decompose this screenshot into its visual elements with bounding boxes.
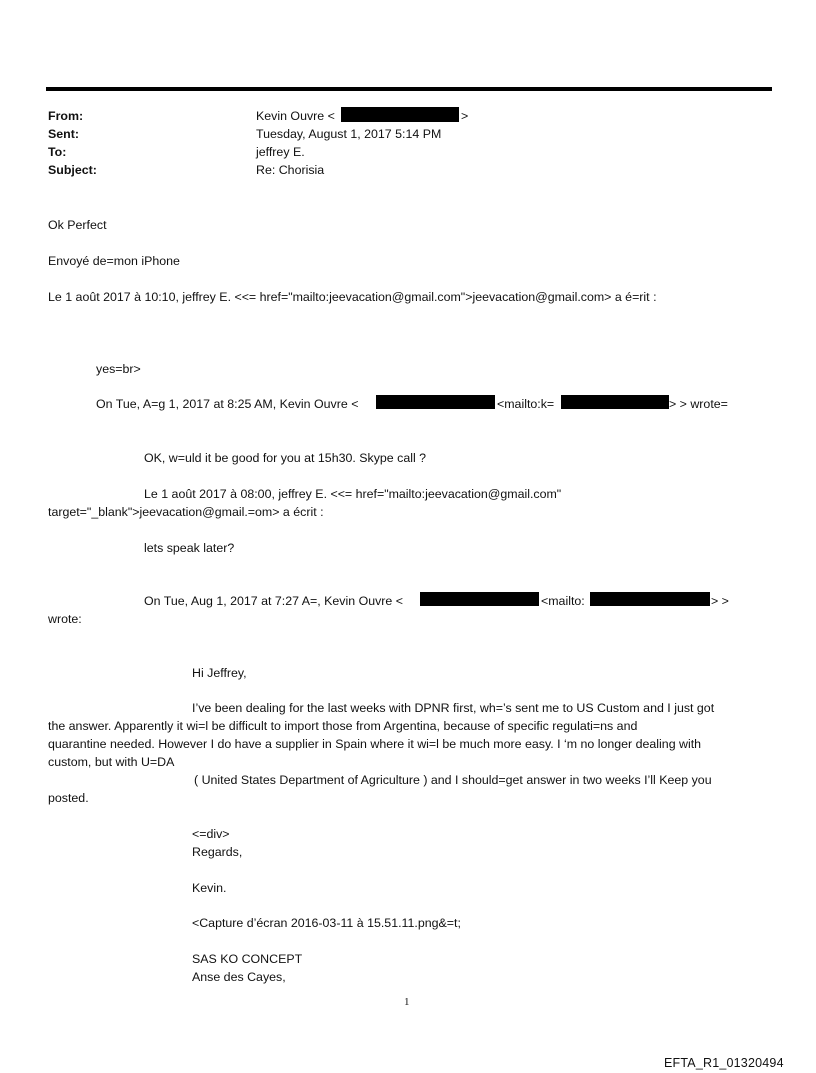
paragraph-2-line-1: ( United States Department of Agriculture ) and I should=get answer in two weeks I’ll Keep you — [194, 773, 712, 787]
quote-header-3c: > > — [711, 594, 729, 608]
quote-header-3b: <mailto: — [541, 594, 585, 608]
redaction-box — [590, 592, 710, 606]
redaction-box — [341, 107, 459, 122]
body-line-lets-speak: lets speak later? — [144, 541, 235, 555]
to-value: jeffrey E. — [256, 145, 305, 159]
sent-value: Tuesday, August 1, 2017 5:14 PM — [256, 127, 442, 141]
body-line-quote-header: Le 1 août 2017 à 10:10, jeffrey E. <<= href="mailto:jeevacation@gmail.com">jeevacation@gmail.com> a é=rit : — [48, 290, 657, 304]
attachment-line: <Capture d’écran 2016-03-11 à 15.51.11.png&=t; — [192, 916, 461, 930]
from-value-prefix: Kevin Ouvre < — [256, 109, 335, 123]
quote-header-1a: On Tue, A=g 1, 2017 at 8:25 AM, Kevin Ouvre < — [96, 397, 359, 411]
to-label: To: — [48, 145, 67, 159]
redaction-box — [561, 395, 669, 409]
body-line-skype: OK, w=uld it be good for you at 15h30. Skype call ? — [144, 451, 427, 465]
redaction-box — [376, 395, 495, 409]
quote-header-1b: <mailto:k= — [497, 397, 555, 411]
from-label: From: — [48, 109, 84, 123]
body-line-ok: Ok Perfect — [48, 218, 107, 232]
page-number: 1 — [404, 996, 410, 1008]
body-line-yes: yes=br> — [96, 362, 141, 376]
quote-header-3d: wrote: — [48, 612, 82, 626]
quote-header-1c: > > wrote= — [669, 397, 728, 411]
company-name: SAS KO CONCEPT — [192, 952, 303, 966]
signature-name: Kevin. — [192, 881, 227, 895]
quote-header-2a: Le 1 août 2017 à 08:00, jeffrey E. <<= href="mailto:jeevacation@gmail.com" — [144, 487, 562, 501]
from-value-suffix: > — [461, 109, 469, 123]
subject-value: Re: Chorisia — [256, 163, 325, 177]
quote-header-2b: target="_blank">jeevacation@gmail.=om> a écrit : — [48, 505, 324, 519]
regards: Regards, — [192, 845, 243, 859]
greeting: Hi Jeffrey, — [192, 666, 247, 680]
div-tag-text: <=div> — [192, 827, 230, 841]
paragraph-1-line-1: I’ve been dealing for the last weeks with DPNR first, wh=’s sent me to US Custom and I just got — [192, 701, 715, 715]
header-rule — [46, 87, 772, 91]
paragraph-1-line-3: quarantine needed. However I do have a supplier in Spain where it wi=l be much more easy. I ‘m no longer dealing with — [48, 737, 702, 751]
document-id: EFTA_R1_01320494 — [664, 1056, 784, 1070]
paragraph-1-line-4: custom, but with U=DA — [48, 755, 175, 769]
subject-label: Subject: — [48, 163, 97, 177]
paragraph-1-line-2: the answer. Apparently it wi=l be difficult to import those from Argentina, because of specific regulati=ns and — [48, 719, 638, 733]
paragraph-2-line-2: posted. — [48, 791, 89, 805]
redaction-box — [420, 592, 539, 606]
sent-label: Sent: — [48, 127, 79, 141]
quote-header-3a: On Tue, Aug 1, 2017 at 7:27 A=, Kevin Ouvre < — [144, 594, 404, 608]
company-address: Anse des Cayes, — [192, 970, 286, 984]
body-line-sent-from: Envoyé de=mon iPhone — [48, 254, 180, 268]
